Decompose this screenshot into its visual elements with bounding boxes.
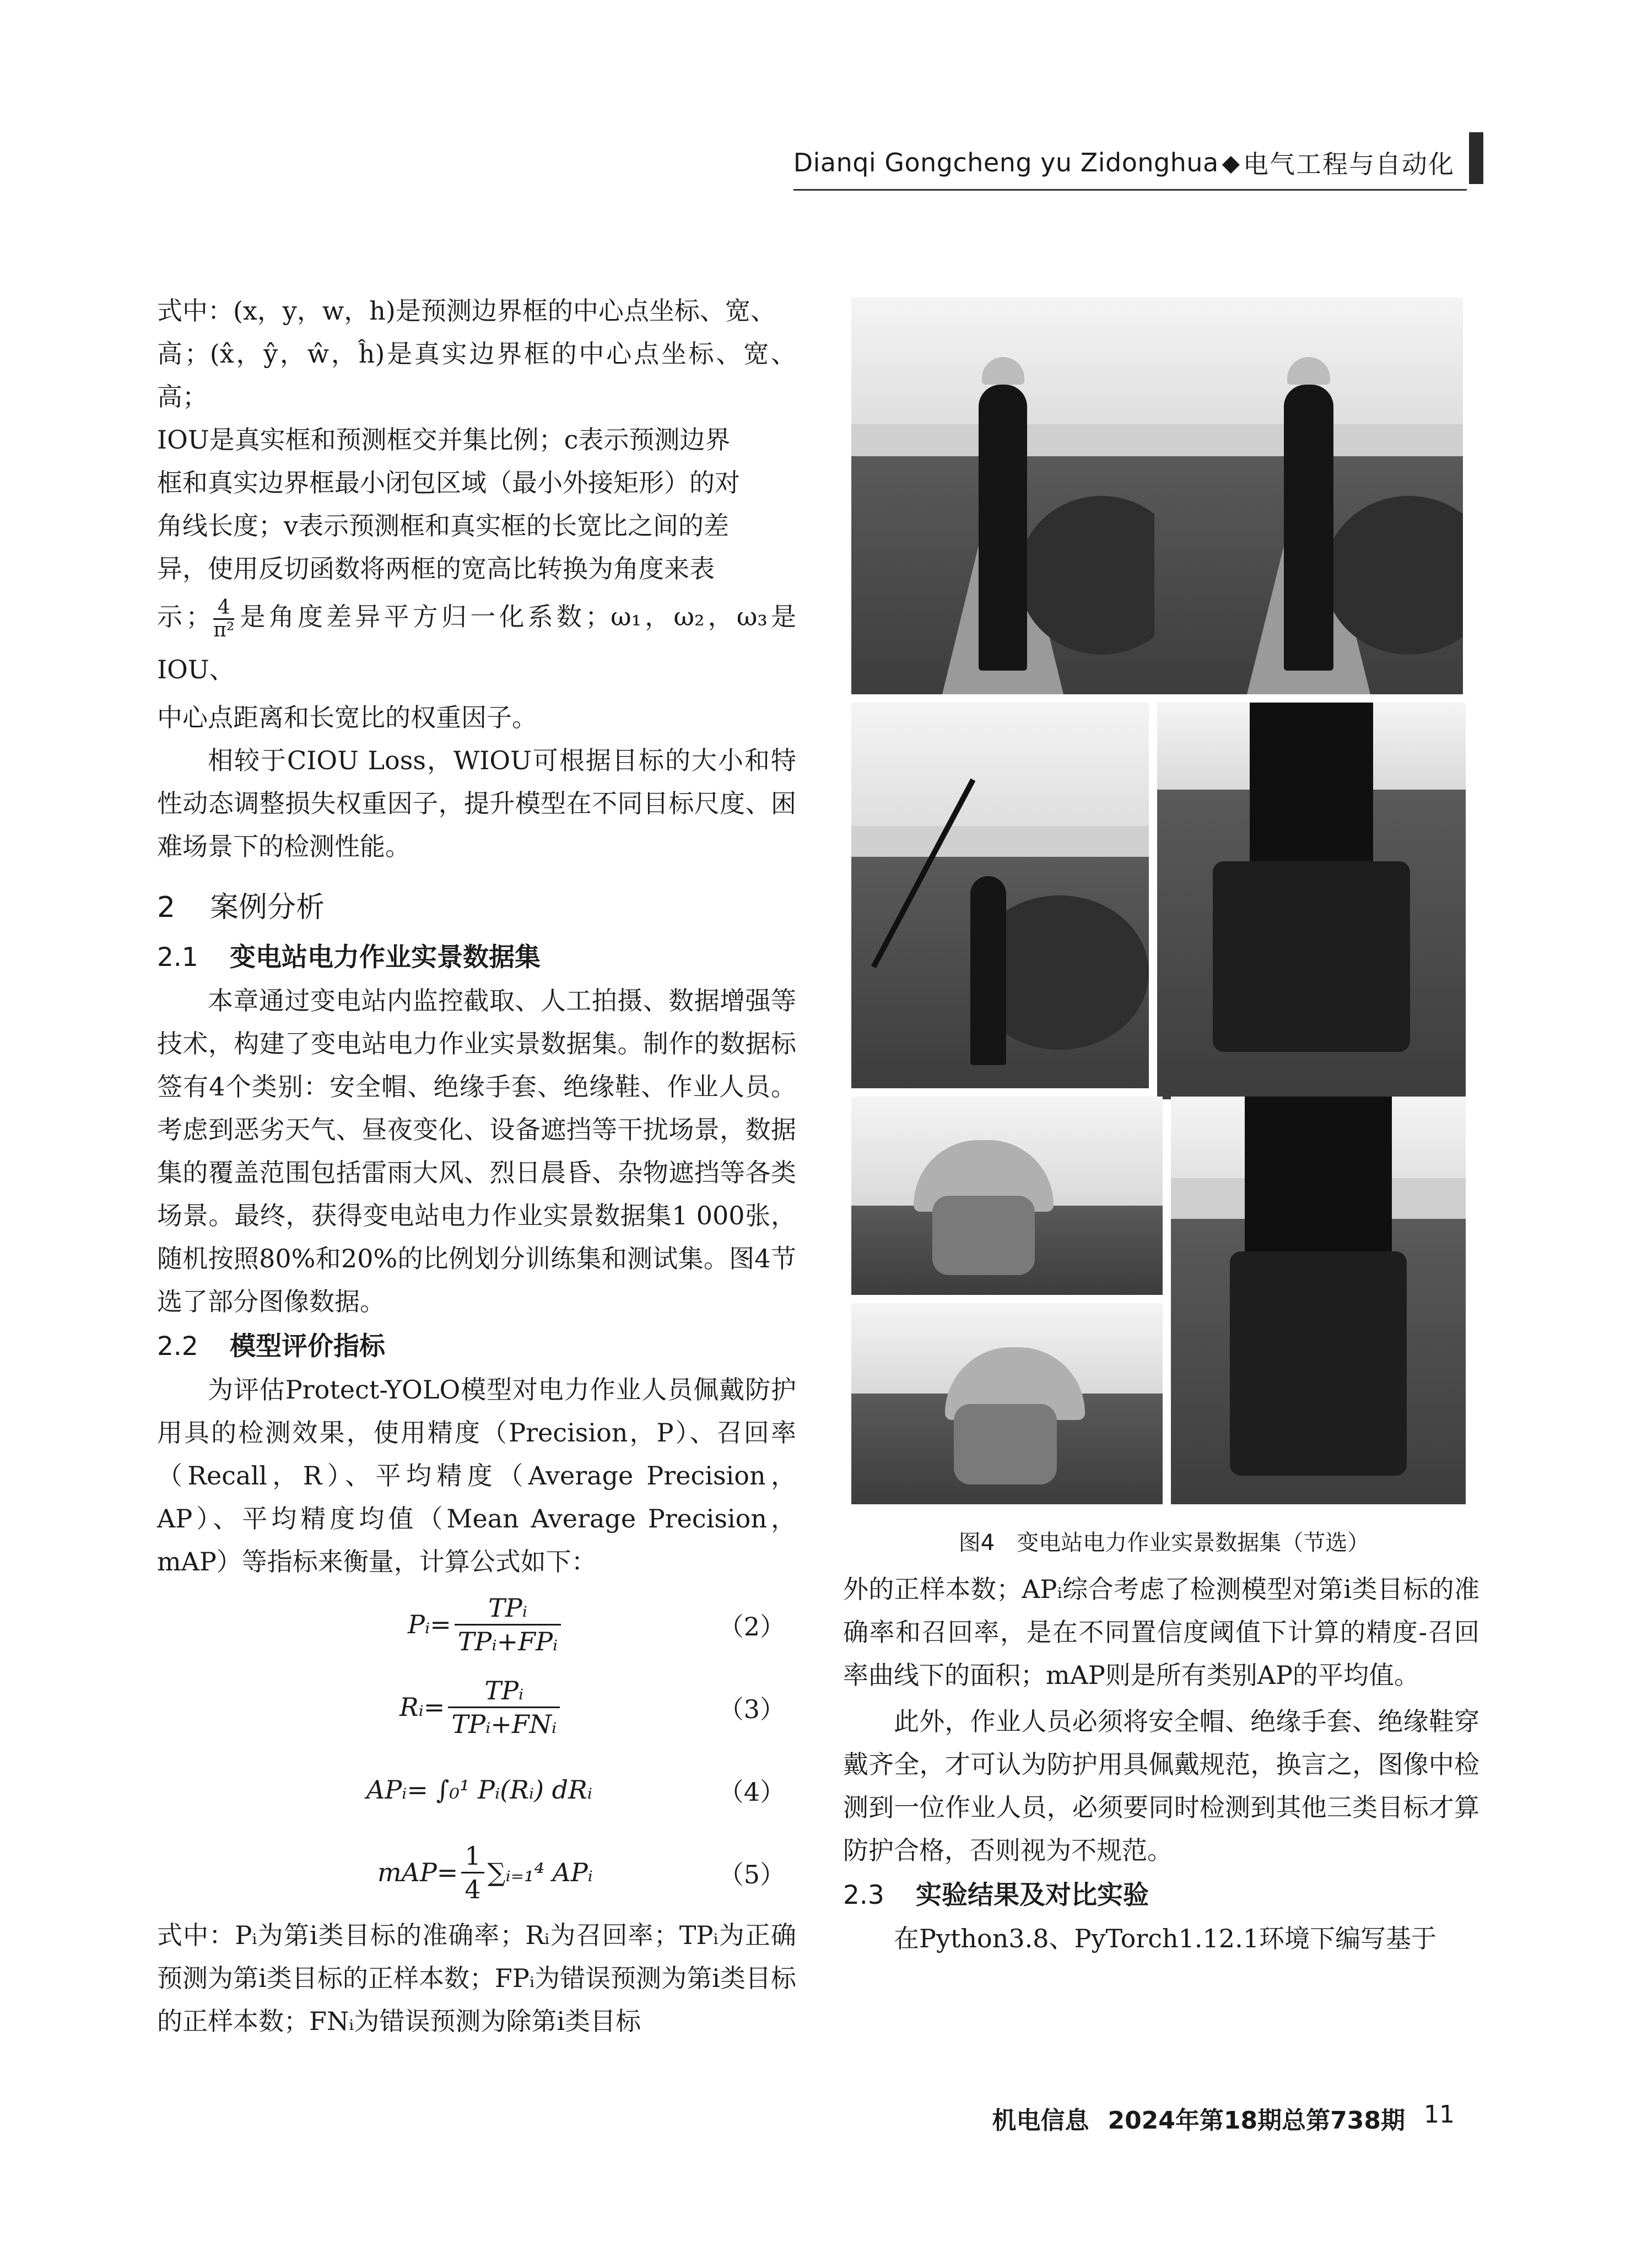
photo-worker-with-pole — [851, 703, 1149, 1088]
photo-helmet-closeup-1 — [851, 1097, 1163, 1295]
equation-2: Pᵢ= $\frac{\text{TPᵢ}}{\text{TPᵢ+FPᵢ}}$ （2） — [408, 1592, 785, 1656]
paragraph-ap-definition: 外的正样本数；APᵢ综合考虑了检测模型对第i类目标的准确率和召回率，是在不同置信度阈值下计算的精度-召回率曲线下的面积；mAP则是所有类别AP的平均值。 — [843, 1574, 1479, 1690]
equation-number: （3） — [718, 1694, 785, 1724]
page-number: 11 — [1424, 2100, 1455, 2129]
photo-insulated-boots-2 — [1171, 1097, 1466, 1504]
figure-4 — [851, 298, 1477, 1556]
equation-5: mAP= $\frac{1}{4}$ ∑ᵢ₌₁⁴ APᵢ （5） — [377, 1840, 785, 1904]
figure-label: 图4 — [958, 1530, 995, 1556]
text-line: 高；(x̂，ŷ，ŵ，ĥ)是真实边界框的中心点坐标、宽、高； — [157, 339, 796, 412]
section-heading-2: 2 案例分析 — [157, 891, 325, 924]
right-column — [843, 1568, 1479, 1960]
header-rule — [793, 189, 1467, 191]
diamond-separator-icon: ◆ — [1222, 149, 1240, 176]
section-heading-2-3: 2.3 实验结果及对比实验 — [843, 1880, 1149, 1910]
running-header — [793, 144, 1455, 181]
equation-number: （2） — [718, 1612, 785, 1641]
equation-number: （4） — [718, 1777, 785, 1807]
journal-pinyin: Dianqi Gongcheng yu Zidonghua — [793, 148, 1219, 177]
footer-issue: 2024年第18期总第738期 — [1108, 2107, 1405, 2135]
photo-insulated-boots-1 — [1157, 703, 1466, 1099]
paragraph-symbol-definitions: 式中：Pᵢ为第i类目标的准确率；Rᵢ为召回率；TPᵢ为正确预测为第i类目标的正样本数；FPᵢ为错误预测为第i类目标的正样本数；FNᵢ为错误预测为除第i类目标 — [157, 1920, 796, 2036]
journal-name-chinese: 电气工程与自动化 — [1243, 149, 1455, 179]
text-line: 中心点距离和长宽比的权重因子。 — [157, 703, 537, 732]
header-bar-marker — [1469, 132, 1483, 184]
page-footer — [992, 2100, 1455, 2136]
figure-caption — [851, 1525, 1477, 1557]
photo-worker-hands-raised — [1154, 298, 1463, 694]
figure-title: 变电站电力作业实景数据集（节选） — [1017, 1530, 1370, 1556]
photo-worker-front — [851, 298, 1154, 694]
paragraph-experiment-env: 在Python3.8、PyTorch1.12.1环境下编写基于 — [894, 1924, 1436, 1953]
text-line: 异，使用反切函数将两框的宽高比转换为角度来表 — [157, 554, 715, 584]
text-line: 角线长度；v表示预测框和真实框的长宽比之间的差 — [157, 511, 729, 541]
equation-4: APᵢ= ∫₀¹ Pᵢ(Rᵢ) dRᵢ （4） — [157, 1748, 796, 1831]
section-heading-2-2: 2.2 模型评价指标 — [157, 1331, 385, 1362]
paragraph-wiou: 相较于CIOU Loss，WIOU可根据目标的大小和特性动态调整损失权重因子，提升模型在不同目标尺度、困难场景下的检测性能。 — [157, 746, 796, 861]
left-column — [157, 289, 796, 2043]
text-line: 式中：(x，y，w，h)是预测边界框的中心点坐标、宽、 — [157, 296, 776, 326]
inline-fraction: $\frac{4}{\text{π²}}$ — [213, 596, 235, 641]
equation-number: （5） — [718, 1860, 785, 1889]
paragraph-symbols — [157, 289, 796, 739]
paragraph-compliance-rule: 此外，作业人员必须将安全帽、绝缘手套、绝缘鞋穿戴齐全，才可认为防护用具佩戴规范，换言之，图像中检测到一位作业人员，必须要同时检测到其他三类目标才算防护合格，否则视为不规范。 — [843, 1707, 1479, 1865]
text-line: IOU是真实框和预测框交并集比例；c表示预测边界 — [157, 425, 731, 455]
paragraph-dataset: 本章通过变电站内监控截取、人工拍摄、数据增强等技术，构建了变电站电力作业实景数据集。制作的数据标签有4个类别：安全帽、绝缘手套、绝缘鞋、作业人员。考虑到恶劣天气、昼夜变化、设备遮挡等干扰场景，数据集的覆盖范围包括雷雨大风、烈日晨昏、杂物遮挡等各类场景。最终，获得变电站电力作业实景数据集1 000张，随机按照80%和20%的比例划分训练集和测试集。图4节选了部分图像数据。 — [157, 986, 796, 1316]
photo-helmet-closeup-2 — [851, 1303, 1163, 1504]
paragraph-metrics: 为评估Protect-YOLO模型对电力作业人员佩戴防护用具的检测效果，使用精度（Precision，P）、召回率（Recall，R）、平均精度（Average Precision，AP）、平均精度均值（Mean Average Precision，mAP）等指标来衡量，计算公式如下： — [157, 1375, 796, 1576]
footer-journal: 机电信息 — [992, 2107, 1089, 2135]
section-heading-2-1: 2.1 变电站电力作业实景数据集 — [157, 942, 541, 973]
equation-3: Rᵢ= $\frac{\text{TPᵢ}}{\text{TPᵢ+FNᵢ}}$ （3） — [399, 1675, 785, 1739]
text-line: 框和真实边界框最小闭包区域（最小外接矩形）的对 — [157, 468, 740, 498]
text-line-with-fraction: 示； $\frac{4}{\text{π²}}$ 是角度差异平方归一化系数；ω₁，ω₂，ω₃是IOU、 — [157, 596, 796, 684]
